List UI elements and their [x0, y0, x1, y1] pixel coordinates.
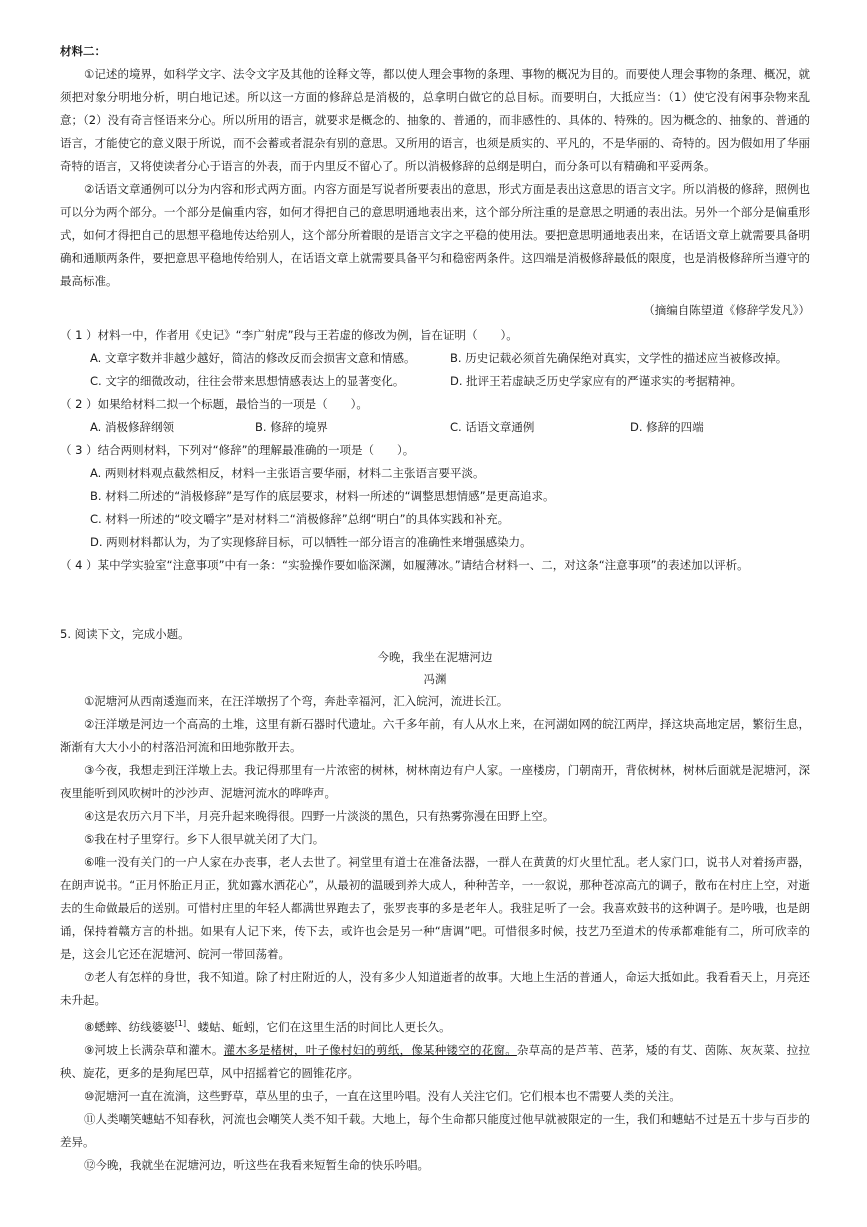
article-title: 今晚，我坐在泥塘河边 [377, 650, 493, 664]
question-2-option-d: D. 修辞的四端 [630, 420, 704, 434]
article-paragraph-7: ⑦老人有怎样的身世，我不知道。除了村庄附近的人，没有多少人知道逝者的故事。大地上生活的普通人，命运大抵如此。我看看天上，月亮还未升起。 [60, 970, 810, 1007]
article-paragraph-6: ⑥唯一没有关门的一户人家在办丧事，老人去世了。祠堂里有道士在准备法器，一群人在黄黄的灯火里忙乱。老人家门口，说书人对着扬声器，在朗声说书。“正月怀胎正月正，犹如露水洒花心”，从最初的温暖到养大成人，种种苦辛，一一叙说，那种苍凉高亢的调子，散布在村庄上空，对逝去的生命做最后的送别。可惜村庄里的年轻人都满世界跑去了，张罗丧事的多是老年人。我驻足听了一会。我喜欢鼓书的这种调子。是吟哦，也是朗诵，保持着赣方言的朴拙。如果有人记下来，传下去，或许也会是另一种“唐调”吧。可惜很多时候，技艺乃至道术的传承都难能有二，所可欣幸的是，这会儿它还在泥塘河、皖河一带回荡着。 [60, 855, 810, 961]
question-2-option-b: B. 修辞的境界 [255, 420, 328, 434]
article-paragraph-11: ⑪人类嘲笑蟪蛄不知春秋，河流也会嘲笑人类不知千载。大地上，每个生命都只能度过他早就被限定的一生，我们和蟪蛄不过是五十步与百步的差异。 [60, 1111, 810, 1149]
footnote-marker: [1] [174, 1019, 187, 1028]
article-paragraph-8 [60, 1012, 810, 1039]
article-author: 冯渊 [423, 672, 447, 686]
article-paragraph-12: ⑫今晚，我就坐在泥塘河边，听这些在我看来短暂生命的快乐吟唱。 [84, 1157, 429, 1172]
article-paragraph-9 [60, 1039, 810, 1085]
question-3-option-a: A. 两则材料观点截然相反，材料一主张语言要华丽，材料二主张语言要平淡。 [90, 466, 485, 480]
question-3-stem: （ 3 ）结合两则材料，下列对“修辞”的理解最准确的一项是（ ）。 [60, 443, 415, 457]
question-1-stem: （ 1 ）材料一中，作者用《史记》“李广射虎”段与王若虚的修改为例，旨在证明（ ）。 [60, 328, 518, 342]
article-paragraph-5: ⑤我在村子里穿行。乡下人很早就关闭了大门。 [84, 832, 325, 846]
question-2-option-a: A. 消极修辞纲领 [90, 420, 174, 434]
question-1-options-row-2 [60, 370, 810, 393]
question-5-intro: 5. 阅读下文，完成小题。 [60, 627, 190, 641]
question-4-stem: （ 4 ）某中学实验室“注意事项”中有一条：“实验操作要如临深渊，如履薄冰。”请结合材料一、二，对这条“注意事项”的表述加以评析。 [60, 558, 749, 572]
article-paragraph-1: ①泥塘河从西南逶迤而来，在汪洋墩拐了个弯，奔赴幸福河，汇入皖河，流进长江。 [84, 694, 509, 708]
question-3-option-c: C. 材料一所述的“咬文嚼字”是对材料二“消极修辞”总纲“明白”的具体实践和补充。 [90, 512, 510, 526]
article-paragraph-2: ②汪洋墩是河边一个高高的土堆，这里有新石器时代遗址。六千多年前，有人从水上来，在河湖如网的皖江两岸，择这块高地定居，繁衍生息，渐渐有大大小小的村落沿河流和田地弥散开去。 [60, 717, 810, 754]
article-paragraph-3: ③今夜，我想走到汪洋墩上去。我记得那里有一片浓密的树林，树林南边有户人家。一座楼房，门朝南开，背依树林，树林后面就是泥塘河，深夜里能听到风吹树叶的沙沙声、泥塘河流水的哗哗声。 [60, 763, 810, 800]
material2-paragraph-2: ②话语文章通例可以分为内容和形式两方面。内容方面是写说者所要表出的意思，形式方面是表出这意思的语言文字。所以消极的修辞，照例也可以分为两个部分。一个部分是偏重内容，如何才得把自己的意思明通地表出来，这个部分所注重的是意思之明通的表出法。另外一个部分是偏重形式，如何才得把自己的思想平稳地传达给别人，这个部分所着眼的是语言文字之平稳的使用法。要把意思明通地表出来，在话语文章上就需要具备明确和通顺两条件，要把意思平稳地传给别人，在话语文章上就需要具备平匀和稳密两条件。这四端是消极修辞最低的限度，也是消极修辞所当遵守的最高标准。 [60, 182, 810, 288]
section-gap [60, 577, 810, 623]
article-paragraph-9-part-2: 杂草高的是芦苇、芭茅，矮的有艾、茵陈、灰灰菜、拉拉秧、旋花，更多的是狗尾巴草，风中招摇着它的圆锥花序。 [60, 1042, 811, 1080]
question-2-options-row [60, 416, 810, 439]
question-2-option-c: C. 话语文章通例 [450, 420, 535, 434]
question-1-option-a: A. 文章字数并非越少越好，简洁的修改反而会损害文意和情感。 [90, 351, 416, 365]
article-paragraph-9-part-1: ⑨河坡上长满杂草和灌木。 [84, 1042, 224, 1057]
material2-heading: 材料二： [60, 44, 106, 58]
material2-source: （摘编自陈望道《修辞学发凡》） [643, 303, 810, 317]
question-1-options-row-1 [60, 347, 810, 370]
article-paragraph-8-part-1: ⑧蟋蟀、纺线婆婆 [84, 1019, 175, 1034]
question-3-option-d: D. 两则材料都认为，为了实现修辞目标，可以牺牲一部分语言的准确性来增强感染力。 [90, 535, 532, 549]
article-paragraph-10: ⑩泥塘河一直在流淌，这些野草，草丛里的虫子，一直在这里吟唱。没有人关注它们。它们根本也不需要人类的关注。 [84, 1088, 681, 1103]
question-1-option-d: D. 批评王若虚缺乏历史学家应有的严谨求实的考据精神。 [450, 374, 743, 388]
question-1-option-c: C. 文字的细微改动，往往会带来思想情感表达上的显著变化。 [90, 374, 405, 388]
question-2-stem: （ 2 ）如果给材料二拟一个标题，最恰当的一项是（ ）。 [60, 397, 368, 411]
question-3-option-b: B. 材料二所述的“消极修辞”是写作的底层要求，材料一所述的“调整思想情感”是更高追求。 [90, 489, 555, 503]
material2-paragraph-1: ①记述的境界，如科学文字、法令文字及其他的诠释文等，都以使人理会事物的条理、事物的概况为目的。而要使人理会事物的条理、概况，就须把对象分明地分析，明白地记述。所以这一方面的修辞总是消极的，总拿明白做它的总目标。而要明白，大抵应当：（1）使它没有闲事杂物来乱意；（2）没有奇言怪语来分心。所以所用的语言，就要求是概念的、抽象的、普通的，而非感性的、具体的、特殊的。因为概念的、抽象的、普通的语言，才能使它的意义限于所说，而不会蓄或者混杂有别的意思。又所用的语言，也须是质实的、平凡的，不是华丽的、奇特的。因为假如用了华丽奇特的语言，又将使读者分心于语言的外表，而于内里反不留心了。所以消极修辞的总纲是明白，而分条可以有精确和平妥两条。 [60, 67, 810, 173]
underlined-sentence: 灌木多是楮树，叶子像村妇的剪纸，像某种镂空的花窗。 [223, 1042, 517, 1057]
article-paragraph-8-part-2: 、蝼蛄、蚯蚓，它们在这里生活的时间比人更长久。 [186, 1019, 451, 1034]
question-1-option-b: B. 历史记载必须首先确保绝对真实，文学性的描述应当被修改掉。 [450, 351, 788, 365]
exam-page [60, 40, 810, 1177]
article-paragraph-4: ④这是农历六月下半，月亮升起来晚得很。四野一片淡淡的黑色，只有热雾弥漫在田野上空。 [84, 809, 555, 823]
